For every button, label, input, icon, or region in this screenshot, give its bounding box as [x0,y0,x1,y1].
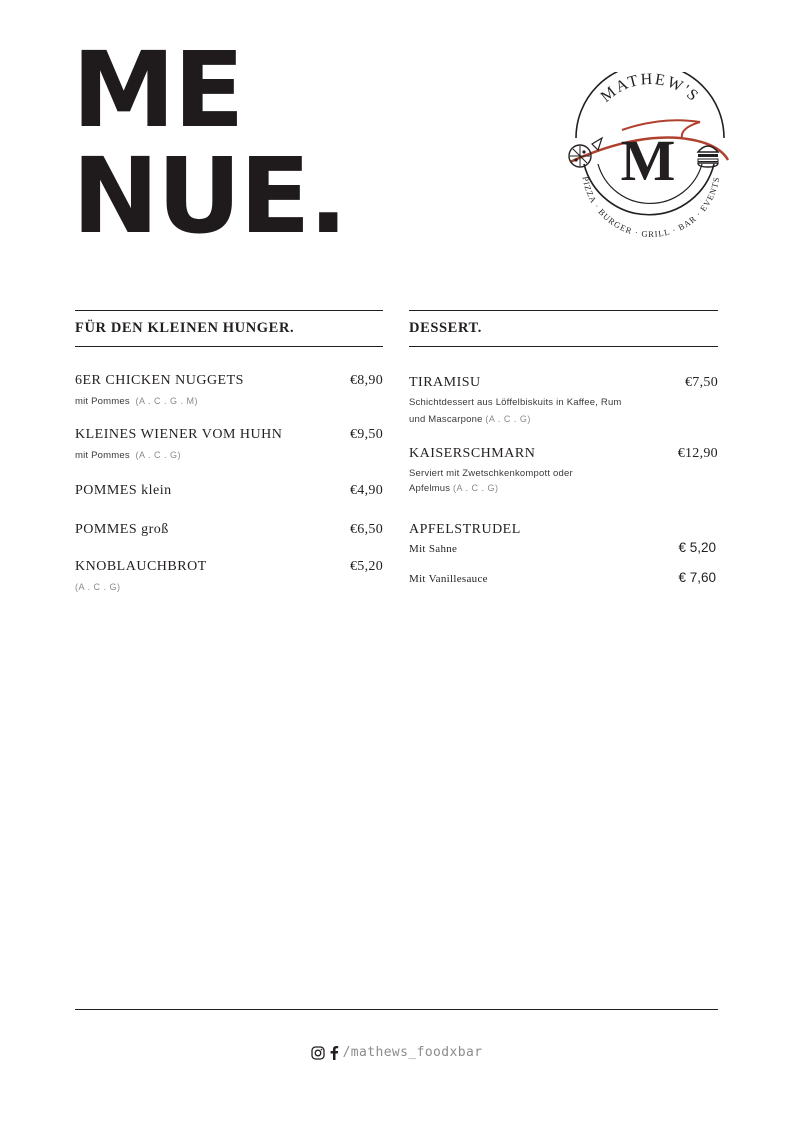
item-name: TIRAMISU [409,375,481,390]
item-option [409,540,718,555]
item-price: €8,90 [350,373,383,388]
section-heading: DESSERT. [409,320,482,336]
item-desc-line: Apfelmus [409,483,451,494]
menu-item [75,559,383,596]
option-price: € 7,60 [678,570,716,585]
title-line-2: NUE. [72,135,347,257]
instagram-icon[interactable] [311,1046,325,1060]
item-desc-line: und Mascarpone [409,414,483,425]
item-allergens: (A . C . G . M) [135,396,198,406]
item-price: €4,90 [350,483,383,498]
item-name: KLEINES WIENER VOM HUHN [75,427,283,442]
footer-social [0,1045,793,1060]
item-allergens: (A . C . G) [75,582,121,592]
pizza-icon [569,145,591,167]
menu-item [75,427,383,464]
item-desc-text: mit Pommes [75,450,130,461]
item-price: €9,50 [350,427,383,442]
item-name: KAISERSCHMARN [409,446,536,461]
section-small-hunger [75,310,383,610]
item-price: €7,50 [685,375,718,390]
item-description [75,579,383,596]
item-description [75,393,383,410]
item-name: KNOBLAUCHBROT [75,559,207,574]
item-price: €6,50 [350,522,383,537]
social-handle[interactable]: /mathews_foodxbar [342,1045,483,1060]
logo-brand: MATHEW'S [597,72,703,106]
item-description [409,467,718,496]
section-dessert [409,310,718,610]
item-name: 6ER CHICKEN NUGGETS [75,373,244,388]
item-price: €12,90 [677,446,718,461]
footer-rule [75,1009,718,1010]
item-desc-line: Schichtdessert aus Löffelbiskuits in Kaffee, Rum [409,397,622,408]
menu-item [75,522,383,538]
item-desc-line: Serviert mit Zwetschkenkompott oder [409,468,573,479]
section-bottom-rule [75,346,383,347]
section-heading: FÜR DEN KLEINEN HUNGER. [75,320,295,336]
item-allergens: (A . C . G) [135,450,181,460]
title-line-1: ME [72,29,243,151]
option-price: € 5,20 [678,540,716,555]
logo-tagline: PIZZA · BURGER · GRILL · BAR · EVENTS [580,175,722,237]
menu-item [75,373,383,410]
menu-item [409,375,718,428]
menu-item [75,483,383,499]
logo-letter: M [620,128,676,193]
logo-emblem [562,72,737,237]
item-desc-text: mit Pommes [75,396,130,407]
item-name: POMMES klein [75,483,172,498]
menu-item [409,446,718,496]
svg-text:MATHEW'S [598,72,703,106]
item-name: POMMES groß [75,522,169,537]
option-label: Mit Vanillesauce [409,573,488,585]
item-description [75,447,383,464]
menu-title [72,29,372,257]
burger-icon [698,146,718,167]
menu-item [409,522,718,538]
item-option [409,570,718,585]
option-label: Mit Sahne [409,543,458,555]
item-name: APFELSTRUDEL [409,522,521,537]
facebook-icon[interactable] [329,1045,339,1060]
section-bottom-rule [409,346,718,347]
item-description [409,395,718,428]
item-price: €5,20 [350,559,383,574]
mathews-logo [562,72,737,237]
item-allergens: (A . C . G) [453,483,499,493]
item-allergens: (A . C . G) [485,414,531,424]
